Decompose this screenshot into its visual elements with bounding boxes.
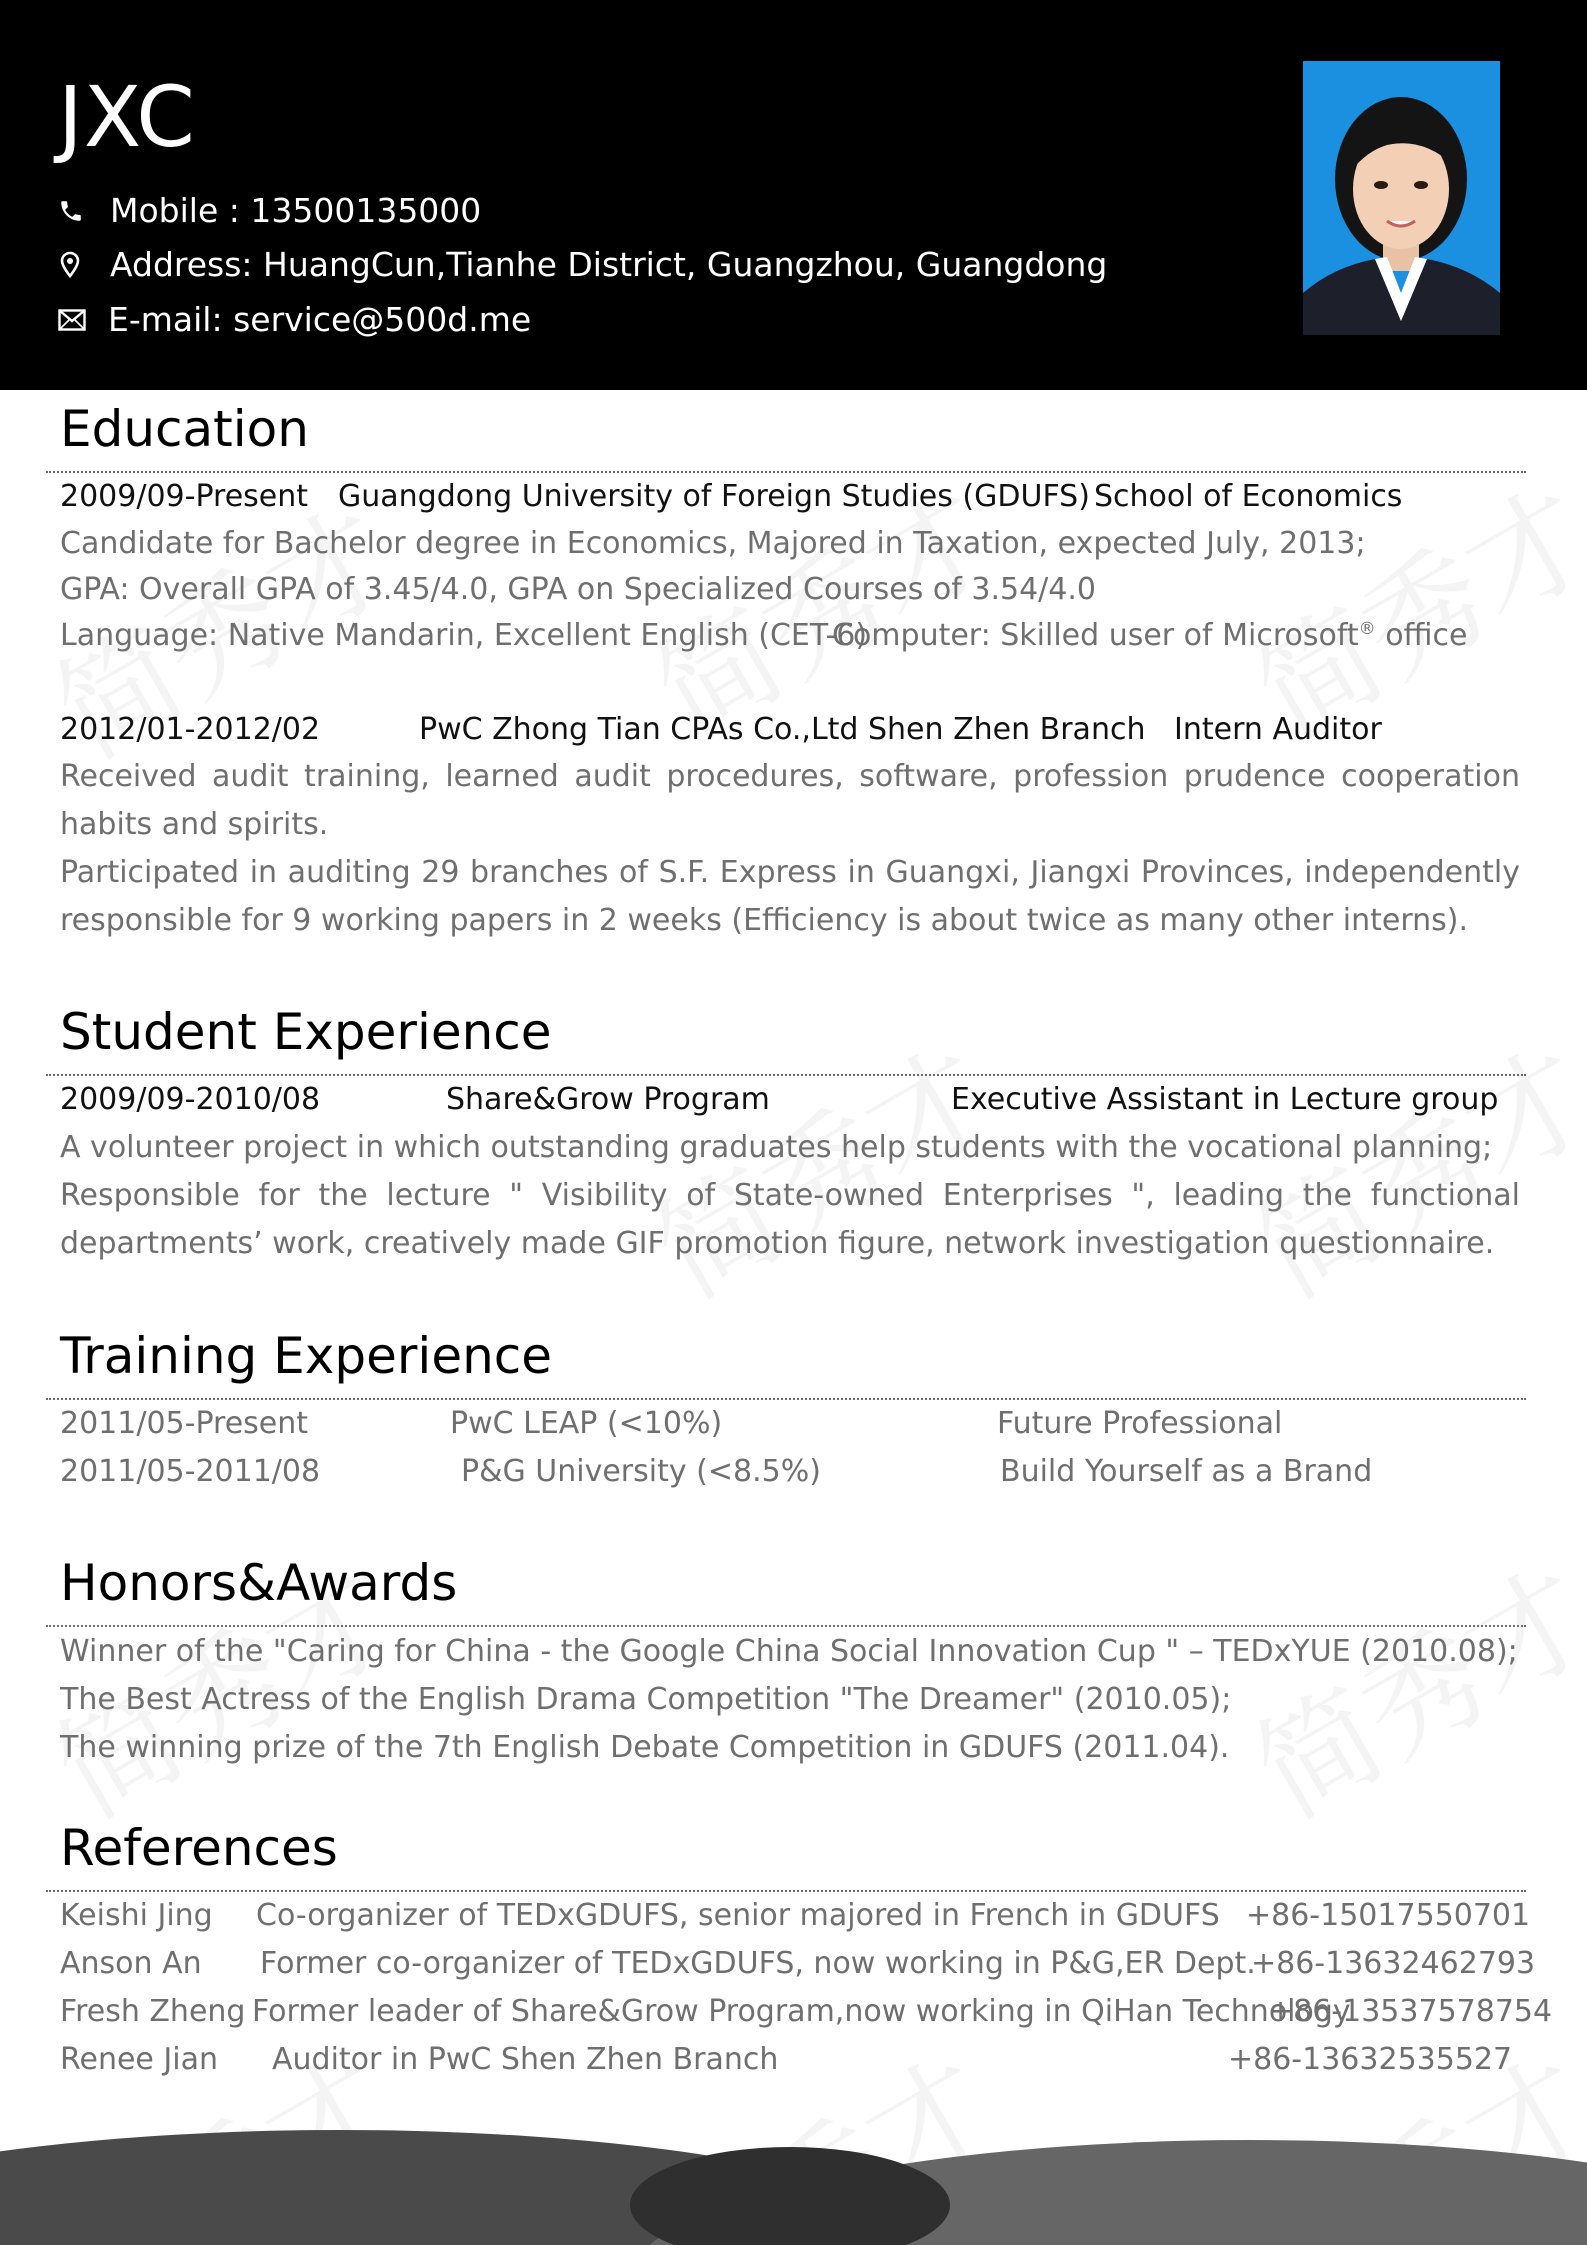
training-program: P&G University (<8.5%)	[461, 1454, 821, 1489]
reference-description: Auditor in PwC Shen Zhen Branch	[272, 2042, 779, 2077]
training-date: 2011/05-2011/08	[60, 1454, 321, 1489]
entry-org: Guangdong University of Foreign Studies (GDUFS)	[338, 479, 1090, 514]
entry-role: Intern Auditor	[1174, 712, 1382, 747]
reference-description: Former co-organizer of TEDxGDUFS, now working in P&G,ER Dept.	[260, 1946, 1256, 1981]
address-line	[58, 243, 1107, 287]
candidate-name: JXC	[58, 68, 196, 166]
reference-phone: +86-15017550701	[1246, 1898, 1531, 1933]
training-result: Build Yourself as a Brand	[1000, 1454, 1373, 1489]
resume-header	[0, 0, 1587, 390]
email-line	[58, 298, 531, 342]
mobile-line	[58, 189, 481, 233]
student-experience-title: Student Experience	[60, 1003, 552, 1061]
mobile-text: Mobile : 13500135000	[110, 191, 482, 230]
training-date: 2011/05-Present	[60, 1406, 309, 1441]
entry-org: Share&Grow Program	[446, 1082, 770, 1117]
training-experience-divider	[46, 1398, 1526, 1400]
student-entry-description: A volunteer project in which outstanding graduates help students with the vocational planning; Responsible for the lecture " Visibility of State-owned Enterprises ", leading the functional departments’ work, creatively made GIF promotion figure, network investigation questionnaire.	[60, 1130, 1520, 1261]
reference-name: Renee Jian	[60, 2042, 218, 2077]
phone-icon	[58, 189, 110, 233]
profile-photo	[1303, 61, 1500, 335]
references-divider	[46, 1890, 1526, 1892]
entry-org: PwC Zhong Tian CPAs Co.,Ltd Shen Zhen Branch	[419, 712, 1146, 747]
language-text: Language: Native Mandarin, Excellent English (CET-6)	[60, 618, 868, 653]
education-divider	[46, 471, 1526, 473]
education-title: Education	[60, 400, 309, 458]
references-title: References	[60, 1819, 338, 1877]
entry-role: School of Economics	[1094, 479, 1403, 514]
reference-name: Anson An	[60, 1946, 202, 1981]
mail-icon	[58, 298, 108, 342]
entry-date: 2009/09-2010/08	[60, 1082, 321, 1117]
footer-decoration	[0, 2110, 1587, 2245]
training-experience-title: Training Experience	[60, 1327, 553, 1385]
reference-phone: +86-13632535527	[1228, 2042, 1513, 2077]
entry-date: 2012/01-2012/02	[60, 712, 321, 747]
computer-text: Computer: Skilled user of Microsoft® office	[832, 618, 1468, 653]
reference-description: Co-organizer of TEDxGDUFS, senior majored in French in GDUFS	[256, 1898, 1220, 1933]
honors-awards-divider	[46, 1625, 1526, 1627]
student-experience-divider	[46, 1074, 1526, 1076]
entry-date: 2009/09-Present	[60, 479, 309, 514]
honors-awards-title: Honors&Awards	[60, 1554, 458, 1612]
reference-description: Former leader of Share&Grow Program,now working in QiHan Technology	[252, 1994, 1351, 2029]
training-result: Future Professional	[997, 1406, 1283, 1441]
education-entry-2-description: Received audit training, learned audit procedures, software, profession prudence cooperation habits and spirits. Participated in auditing 29 branches of S.F. Express in Guangxi, Jiangxi Provinces, independently responsible for 9 working papers in 2 weeks (Efficiency is about twice as many other interns).	[60, 759, 1520, 938]
entry-role: Executive Assistant in Lecture group	[951, 1082, 1499, 1117]
training-program: PwC LEAP (<10%)	[450, 1406, 723, 1441]
reference-phone: +86-13537578754	[1268, 1994, 1553, 2029]
location-icon	[58, 243, 110, 287]
reference-name: Keishi Jing	[60, 1898, 213, 1933]
reference-phone: +86-13632462793	[1251, 1946, 1536, 1981]
reference-name: Fresh Zheng	[60, 1994, 246, 2029]
address-text: Address: HuangCun,Tianhe District, Guangzhou, Guangdong	[110, 245, 1108, 284]
email-text: E-mail: service@500d.me	[108, 300, 532, 339]
